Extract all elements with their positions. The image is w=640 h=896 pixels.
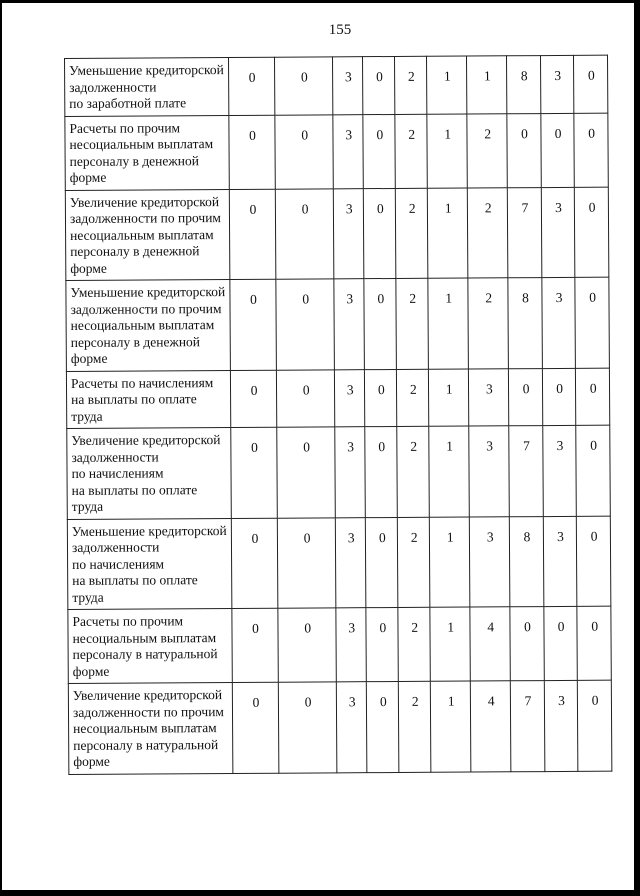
row-label: Расчеты по начислениям на выплаты по оплате труда — [66, 370, 230, 428]
scan-border-right — [634, 0, 640, 896]
code-digit-cell: 1 — [431, 681, 472, 772]
code-digit-cell: 2 — [395, 114, 427, 188]
code-digit-cell: 0 — [230, 370, 277, 428]
code-digit-cell: 2 — [468, 187, 509, 278]
code-digit-cell: 0 — [230, 279, 277, 370]
code-digit-cell: 0 — [542, 368, 576, 426]
code-digit-cell: 2 — [396, 278, 428, 369]
code-digit-cell: 3 — [335, 427, 366, 518]
code-digit-cell: 0 — [229, 115, 276, 189]
account-code-table — [64, 55, 612, 775]
row-label: Увеличение кредиторской задолженности по прочим несоциальным выплатам персоналу в денежной форме — [65, 189, 229, 280]
code-digit-cell: 0 — [574, 113, 608, 187]
code-digit-cell: 0 — [576, 425, 610, 516]
page-number: 155 — [328, 22, 352, 38]
code-digit-cell: 4 — [471, 681, 512, 772]
code-digit-cell: 2 — [398, 517, 430, 608]
code-digit-cell: 3 — [335, 369, 366, 427]
code-digit-cell: 0 — [575, 187, 609, 278]
row-label: Уменьшение кредиторской задолженности по заработной плате — [65, 57, 229, 115]
code-digit-cell: 4 — [470, 607, 510, 681]
table-row — [66, 368, 609, 429]
code-digit-cell: 1 — [427, 114, 467, 188]
code-digit-cell: 0 — [574, 55, 608, 113]
code-digit-cell: 8 — [510, 516, 544, 607]
code-digit-cell: 0 — [275, 114, 333, 188]
code-digit-cell: 3 — [541, 187, 575, 278]
code-digit-cell: 0 — [363, 114, 395, 188]
code-digit-cell: 0 — [575, 277, 609, 368]
code-digit-cell: 0 — [577, 516, 611, 607]
code-digit-cell: 1 — [467, 56, 507, 114]
code-digit-cell: 0 — [363, 56, 395, 114]
code-digit-cell: 0 — [229, 189, 276, 280]
code-digit-cell: 7 — [508, 187, 542, 278]
row-label: Увеличение кредиторской задолженности по начислениям на выплаты по оплате труда — [67, 427, 231, 518]
code-digit-cell: 0 — [232, 608, 279, 682]
code-digit-cell: 3 — [335, 517, 366, 608]
code-digit-cell: 3 — [544, 680, 578, 771]
table-row — [67, 425, 611, 519]
scan-border-bottom — [0, 890, 640, 896]
code-digit-cell: 3 — [540, 55, 574, 113]
table-row — [68, 680, 612, 774]
code-digit-cell: 0 — [510, 607, 544, 681]
code-digit-cell: 2 — [397, 369, 429, 427]
code-digit-cell: 0 — [278, 608, 336, 682]
code-digit-cell: 2 — [467, 113, 507, 187]
code-digit-cell: 3 — [542, 277, 576, 368]
code-digit-cell: 3 — [336, 682, 367, 773]
table-row — [66, 277, 610, 371]
scan-border-left — [0, 0, 2, 896]
table-row — [65, 113, 608, 190]
code-digit-cell: 0 — [364, 188, 396, 279]
code-digit-cell: 0 — [276, 188, 334, 279]
code-digit-cell: 0 — [278, 517, 336, 608]
code-digit-cell: 3 — [469, 368, 509, 426]
row-label: Расчеты по прочим несоциальным выплатам персоналу в денежной форме — [65, 115, 229, 190]
code-digit-cell: 0 — [507, 113, 541, 187]
code-digit-cell: 8 — [507, 56, 541, 114]
code-digit-cell: 3 — [334, 279, 365, 370]
code-digit-cell: 0 — [232, 682, 279, 773]
code-digit-cell: 8 — [508, 278, 542, 369]
code-digit-cell: 0 — [541, 113, 575, 187]
table-body — [65, 55, 612, 774]
code-digit-cell: 1 — [428, 278, 469, 369]
code-digit-cell: 0 — [366, 517, 398, 608]
row-label: Расчеты по прочим несоциальным выплатам персоналу в натуральной форме — [68, 608, 232, 683]
code-digit-cell: 2 — [399, 681, 431, 772]
code-digit-cell: 0 — [279, 682, 337, 773]
code-digit-cell: 0 — [365, 426, 397, 517]
code-digit-cell: 1 — [430, 517, 471, 608]
code-digit-cell: 3 — [543, 425, 577, 516]
code-digit-cell: 1 — [429, 426, 470, 517]
code-digit-cell: 2 — [398, 607, 430, 681]
code-digit-cell: 3 — [543, 516, 577, 607]
code-digit-cell: 0 — [509, 368, 543, 426]
row-label: Уменьшение кредиторской задолженности по начислениям на выплаты по оплате труда — [67, 518, 231, 609]
code-digit-cell: 0 — [578, 680, 612, 771]
code-digit-cell: 3 — [333, 114, 364, 188]
code-digit-cell: 3 — [469, 426, 510, 517]
code-digit-cell: 0 — [275, 57, 333, 115]
table-row — [68, 606, 611, 683]
code-digit-cell: 0 — [364, 278, 396, 369]
code-digit-cell: 0 — [277, 369, 335, 427]
code-digit-cell: 3 — [336, 608, 367, 682]
code-digit-cell: 1 — [430, 607, 470, 681]
code-digit-cell: 3 — [333, 57, 364, 115]
row-label: Увеличение кредиторской задолженности по прочим несоциальным выплатам персоналу в натуральной форме — [68, 682, 232, 773]
code-digit-cell: 0 — [231, 518, 278, 609]
code-digit-cell: 0 — [228, 57, 275, 115]
code-digit-cell: 2 — [468, 278, 509, 369]
table-row — [65, 55, 608, 116]
table-row — [67, 516, 611, 610]
code-digit-cell: 2 — [396, 188, 428, 279]
code-digit-cell: 3 — [333, 188, 364, 279]
code-digit-cell: 0 — [544, 606, 578, 680]
code-digit-cell: 0 — [365, 369, 397, 427]
code-digit-cell: 1 — [428, 188, 469, 279]
code-digit-cell: 0 — [276, 279, 334, 370]
code-digit-cell: 0 — [366, 607, 398, 681]
row-label: Уменьшение кредиторской задолженности по прочим несоциальным выплатам персоналу в денежной форме — [66, 279, 230, 370]
code-digit-cell: 2 — [395, 56, 427, 114]
code-digit-cell: 7 — [511, 681, 545, 772]
code-digit-cell: 0 — [231, 427, 278, 518]
code-digit-cell: 0 — [367, 681, 399, 772]
scan-border-top — [0, 0, 640, 3]
code-digit-cell: 7 — [509, 426, 543, 517]
code-digit-cell: 2 — [397, 426, 429, 517]
code-digit-cell: 1 — [427, 56, 467, 114]
code-digit-cell: 1 — [429, 369, 469, 427]
code-digit-cell: 3 — [470, 516, 511, 607]
code-digit-cell: 0 — [277, 427, 335, 518]
table-row — [65, 187, 609, 281]
code-digit-cell: 0 — [576, 368, 610, 426]
code-digit-cell: 0 — [577, 606, 611, 680]
